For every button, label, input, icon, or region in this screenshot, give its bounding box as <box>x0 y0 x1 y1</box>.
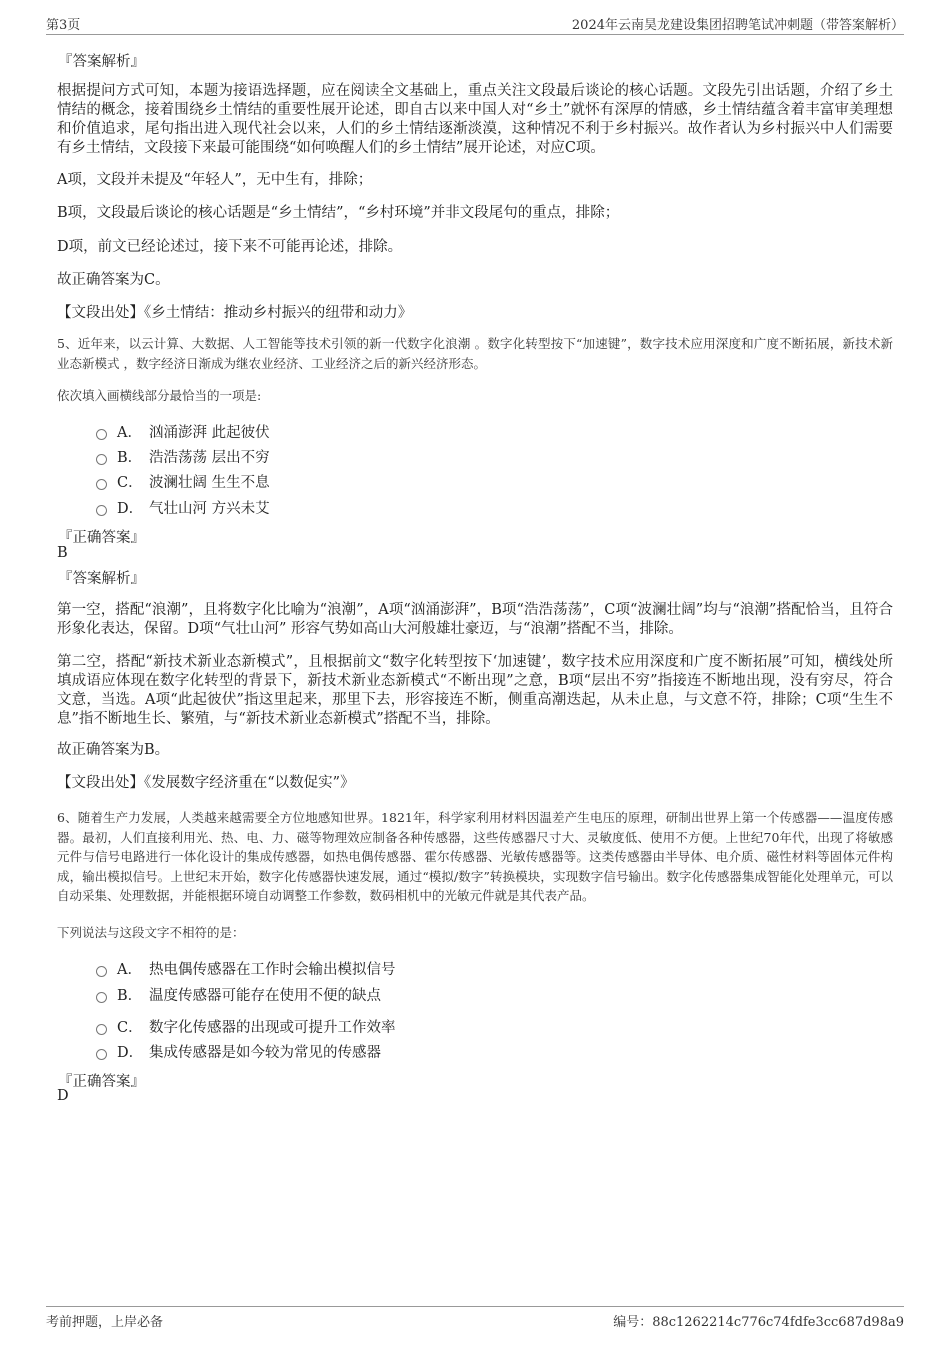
option-key: B． <box>117 987 143 1004</box>
option-key: C． <box>117 474 143 491</box>
option-text: 汹涌澎湃 此起彼伏 <box>149 424 270 441</box>
page-number: 第3页 <box>46 18 81 33</box>
q4-conclusion: 故正确答案为C。 <box>57 272 170 288</box>
q4-note-a: A项，文段并未提及“年轻人”，无中生有，排除； <box>57 172 373 188</box>
q5-option-d[interactable] <box>96 496 270 518</box>
q6-option-a[interactable] <box>96 957 396 979</box>
radio-icon[interactable] <box>96 479 107 490</box>
option-text: 浩浩荡荡 层出不穷 <box>149 449 270 466</box>
radio-icon[interactable] <box>96 1049 107 1060</box>
option-key: A． <box>117 424 142 441</box>
option-key: D． <box>117 500 144 517</box>
q5-option-b[interactable] <box>96 445 270 467</box>
option-text: 温度传感器可能存在使用不便的缺点 <box>149 987 381 1004</box>
q6-answer-title: 『正确答案』 <box>58 1074 145 1090</box>
option-key: B． <box>117 449 143 466</box>
q4-note-b: B项，文段最后谈论的核心话题是“乡土情结”，“乡村环境”并非文段尾句的重点，排除； <box>57 205 620 221</box>
option-key: D． <box>117 1044 144 1061</box>
option-key: C． <box>117 1019 143 1036</box>
radio-icon[interactable] <box>96 1024 107 1035</box>
q6-prompt: 下列说法与这段文字不相符的是： <box>57 925 245 940</box>
option-key: A． <box>117 961 142 978</box>
q4-analysis: 根据提问方式可知，本题为接语选择题，应在阅读全文基础上，重点关注文段最后谈论的核心话题。文段先引出话题，介绍了乡土情结的概念，接着围绕乡土情结的重要性展开论述，即自古以来中国人对“乡土”就怀有深厚的情感，乡土情结蕴含着丰富审美理想和价值追求，尾句指出进入现代社会以来，人们的乡土情结逐渐淡漠，这种情况不利于乡村振兴。故作者认为乡村振兴中人们需要有乡土情结，文段接下来最可能围绕“如何唤醒人们的乡土情结”展开论述，对应C项。 <box>57 83 893 156</box>
option-text: 数字化传感器的出现或可提升工作效率 <box>149 1019 396 1036</box>
footer-slogan: 考前押题，上岸必备 <box>46 1315 164 1330</box>
page-footer <box>46 1306 904 1329</box>
option-text: 热电偶传感器在工作时会输出模拟信号 <box>149 961 396 978</box>
q5-analysis-title: 『答案解析』 <box>58 571 145 587</box>
radio-icon[interactable] <box>96 966 107 977</box>
option-text: 集成传感器是如今较为常见的传感器 <box>149 1044 381 1061</box>
q6-option-d[interactable] <box>96 1040 381 1062</box>
q5-source: 【文段出处】《发展数字经济重在“以数促实”》 <box>57 775 355 791</box>
document-id: 编号：88c1262214c776c74fdfe3cc687d98a9 <box>613 1315 904 1330</box>
q5-option-c[interactable] <box>96 470 270 492</box>
option-text: 波澜壮阔 生生不息 <box>149 474 270 491</box>
q6-answer: D <box>57 1088 69 1104</box>
option-text: 气壮山河 方兴未艾 <box>149 500 270 517</box>
q4-analysis-title: 『答案解析』 <box>58 54 145 70</box>
q6-option-c[interactable] <box>96 1015 396 1037</box>
q6-stem: 6、随着生产力发展，人类越来越需要全方位地感知世界。1821年，科学家利用材料因温差产生电压的原理，研制出世界上第一个传感器——温度传感器。最初，人们直接利用光、热、电、力、磁等物理效应制备各种传感器，这些传感器尺寸大、灵敏度低、使用不方便。上世纪70年代，出现了将敏感元件与信号电路进行一体化设计的集成传感器，如热电偶传感器、霍尔传感器、光敏传感器等。这类传感器由半导体、电介质、磁性材料等固体元件构成，输出模拟信号。上世纪末开始，数字化传感器快速发展，通过“模拟/数字”转换模块，实现数字信号输出。数字化传感器集成智能化处理单元，可以自动采集、处理数据，并能根据环境自动调整工作参数，数码相机中的光敏元件就是其代表产品。 <box>57 810 893 903</box>
q5-prompt: 依次填入画横线部分最恰当的一项是: <box>57 388 262 403</box>
q5-option-a[interactable] <box>96 420 270 442</box>
q5-answer-title: 『正确答案』 <box>58 530 145 546</box>
page-header <box>46 14 904 35</box>
radio-icon[interactable] <box>96 454 107 465</box>
radio-icon[interactable] <box>96 992 107 1003</box>
q5-analysis-1: 第一空，搭配“浪潮”，且将数字化比喻为“浪潮”，A项“汹涌澎湃”，B项“浩浩荡荡”，C项“波澜壮阔”均与“浪潮”搭配恰当，且符合形象化表达，保留。D项“气壮山河” 形容气势如高山大河般雄壮豪迈，与“浪潮”搭配不当，排除。 <box>57 602 893 637</box>
q4-source: 【文段出处】《乡土情结：推动乡村振兴的纽带和动力》 <box>57 305 413 321</box>
radio-icon[interactable] <box>96 505 107 516</box>
document-title: 2024年云南昊龙建设集团招聘笔试冲刺题（带答案解析） <box>571 18 904 33</box>
radio-icon[interactable] <box>96 429 107 440</box>
q5-stem: 5、近年来，以云计算、大数据、人工智能等技术引领的新一代数字化浪潮 。数字化转型按下“加速键”，数字技术应用深度和广度不断拓展，新技术新业态新模式 ，数字经济日渐成为继农业经济、工业经济之后的新兴经济形态。 <box>57 336 893 371</box>
q5-analysis-2: 第二空，搭配“新技术新业态新模式”，且根据前文“数字化转型按下‘加速键’，数字技术应用深度和广度不断拓展”可知，横线处所填成语应体现在数字化转型的背景下，新技术新业态新模式“不断出现”之意，B项“层出不穷”指接连不断地出现，没有穷尽，符合文意，当选。A项“此起彼伏”指这里起来，那里下去，形容接连不断，侧重高潮迭起，从未止息，与文意不符，排除；C项“生生不息”指不断地生长、繁殖，与“新技术新业态新模式”搭配不当，排除。 <box>57 654 893 727</box>
q5-conclusion: 故正确答案为B。 <box>57 742 170 758</box>
q5-answer: B <box>57 545 68 561</box>
q4-note-d: D项，前文已经论述过，接下来不可能再论述，排除。 <box>57 239 403 255</box>
q6-option-b[interactable] <box>96 983 381 1005</box>
